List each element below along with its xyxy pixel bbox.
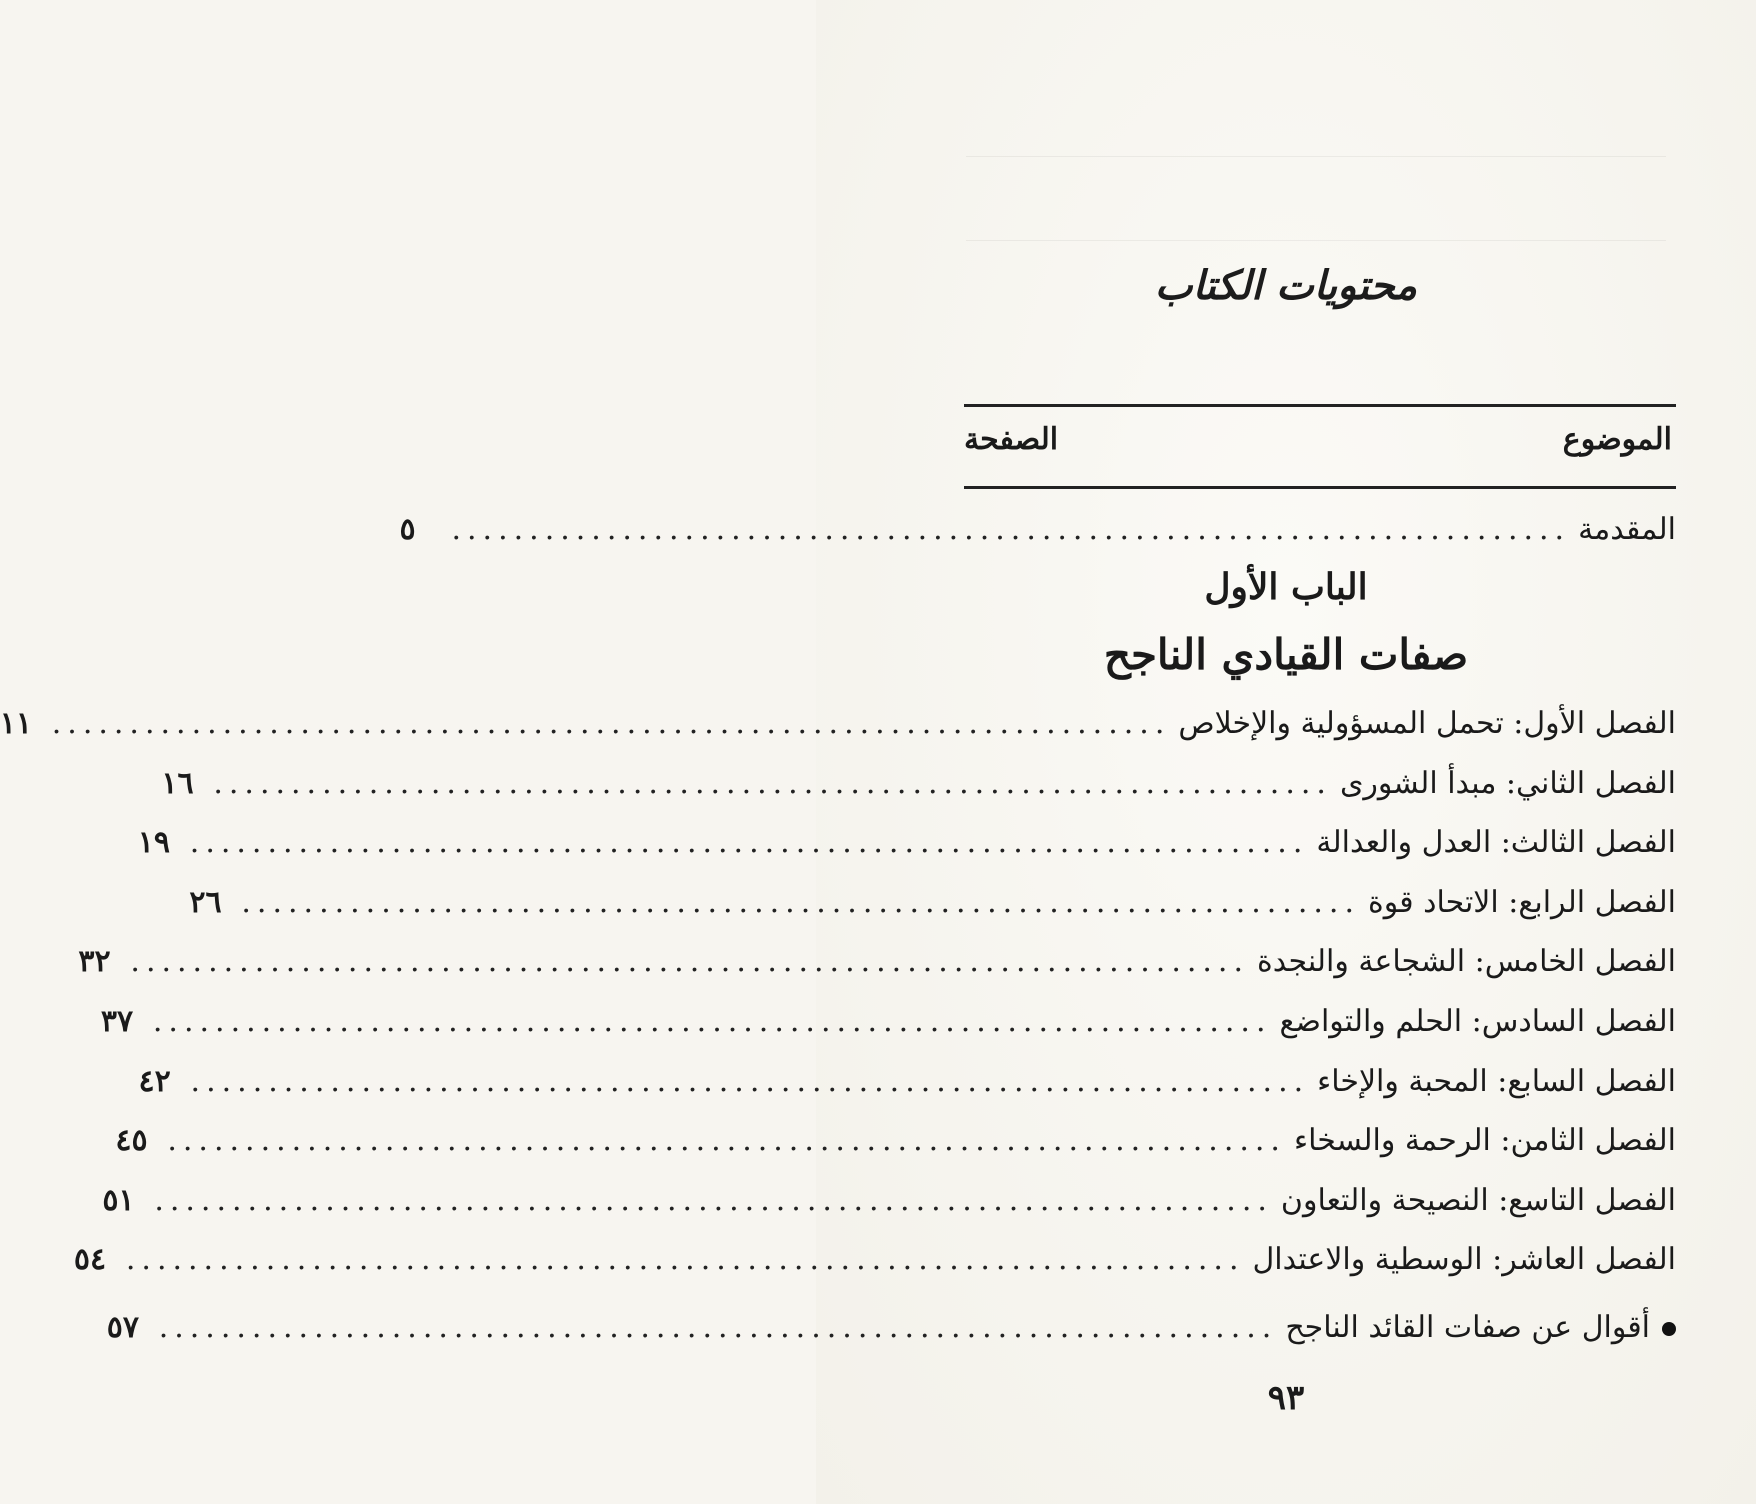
leader-dots: ........................................................................	[125, 1242, 1245, 1277]
toc-entry-label: الفصل السابع: المحبة والإخاء	[1317, 1064, 1676, 1099]
toc-entry-chapter-1[interactable]	[0, 706, 1676, 758]
toc-entry-chapter-10[interactable]	[73, 1242, 1676, 1294]
leader-dots: ........................................................................	[241, 885, 1360, 920]
leader-dots: ........................................................................	[167, 1123, 1286, 1158]
toc-entry-label: الفصل العاشر: الوسطية والاعتدال	[1252, 1242, 1676, 1277]
leader-dots: ........................................................................	[130, 944, 1250, 979]
section-label: الباب الأول	[1204, 566, 1368, 608]
header-top-rule	[964, 404, 1676, 407]
toc-entry-chapter-2[interactable]	[161, 766, 1676, 818]
toc-entry-label: الفصل الخامس: الشجاعة والنجدة	[1257, 944, 1676, 979]
leader-dots: ........................................................................	[51, 706, 1171, 741]
toc-entry-label	[1285, 1310, 1676, 1345]
toc-entry-chapter-4[interactable]	[189, 885, 1676, 937]
toc-entry-chapter-5[interactable]	[78, 944, 1676, 996]
toc-entry-label: الفصل الثامن: الرحمة والسخاء	[1293, 1123, 1676, 1158]
toc-entry-label: الفصل التاسع: النصيحة والتعاون	[1280, 1183, 1676, 1218]
toc-entry-label: الفصل الثالث: العدل والعدالة	[1316, 825, 1676, 860]
leader-dots: ........................................................................	[154, 1183, 1273, 1218]
bleed-through-line	[966, 156, 1666, 157]
toc-entry-page: ٤٥	[115, 1123, 148, 1158]
toc-entry-label: الفصل السادس: الحلم والتواضع	[1279, 1004, 1676, 1039]
bleed-through-line	[966, 240, 1666, 241]
toc-entry-label: الفصل الأول: تحمل المسؤولية والإخلاص	[1178, 706, 1676, 741]
page-number: ٩٣	[1267, 1378, 1305, 1418]
page-title: محتويات الكتاب	[1154, 262, 1418, 309]
leader-dots: ........................................................................	[213, 766, 1332, 801]
toc-entry-page: ١٩	[137, 825, 171, 860]
toc-entry-label: الفصل الرابع: الاتحاد قوة	[1368, 885, 1676, 920]
leader-dots: ........................................................................	[451, 512, 1571, 547]
leader-dots: ........................................................................	[189, 825, 1309, 860]
toc-entry-chapter-3[interactable]	[137, 825, 1676, 877]
toc-entry-label: المقدمة	[1578, 512, 1676, 547]
toc-entry-chapter-6[interactable]	[100, 1004, 1676, 1056]
toc-entry-chapter-7[interactable]	[138, 1064, 1676, 1116]
toc-entry-page: ٤٢	[138, 1064, 171, 1099]
toc-entry-page: ٣٢	[78, 944, 111, 979]
toc-entry-label-text: أقوال عن صفات القائد الناجح	[1285, 1310, 1650, 1345]
bullet-icon	[1662, 1322, 1676, 1336]
toc-entry-introduction[interactable]	[399, 512, 1676, 564]
toc-entry-page: ٥٤	[73, 1242, 107, 1277]
toc-entry-page: ٣٧	[100, 1004, 134, 1039]
header-bottom-rule	[964, 486, 1676, 489]
table-header	[964, 418, 1676, 474]
toc-entry-quotes[interactable]	[106, 1310, 1676, 1362]
toc-entry-page: ١١	[0, 706, 32, 741]
header-page-label: الصفحة	[964, 422, 1059, 457]
leader-dots: ........................................................................	[190, 1064, 1310, 1099]
leader-dots: ........................................................................	[152, 1004, 1272, 1039]
header-topic-label: الموضوع	[1562, 422, 1672, 457]
toc-entry-page: ٥١	[102, 1183, 135, 1218]
toc-entry-label: الفصل الثاني: مبدأ الشورى	[1339, 766, 1676, 801]
toc-entry-page: ٥٧	[106, 1310, 139, 1345]
section-title: صفات القيادي الناجح	[1103, 630, 1469, 679]
toc-entry-page: ١٦	[161, 766, 194, 801]
toc-entry-chapter-9[interactable]	[102, 1183, 1676, 1235]
toc-entry-page: ٢٦	[189, 885, 222, 920]
leader-dots: ........................................................................	[158, 1310, 1278, 1345]
toc-entry-page: ٥	[399, 512, 416, 547]
toc-entry-chapter-8[interactable]	[115, 1123, 1676, 1175]
